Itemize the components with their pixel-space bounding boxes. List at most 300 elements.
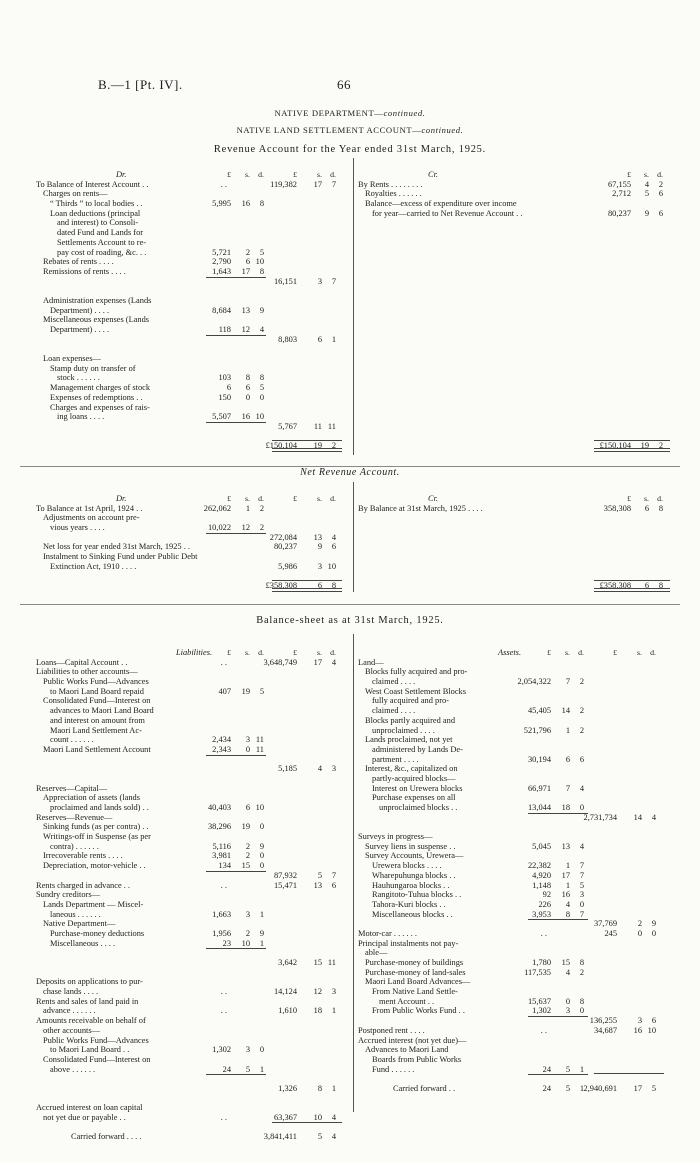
entry-row <box>36 774 348 784</box>
total-pounds: 3,642 <box>278 958 297 967</box>
entry-label: Blocks fully acquired and pro- <box>365 667 468 677</box>
currency-unit-label: s. <box>245 494 250 503</box>
total-pence: 6 <box>331 880 336 890</box>
currency-unit-label: £ <box>293 648 297 657</box>
spacer-row <box>358 325 668 335</box>
amount-pounds: 2,054,322 <box>517 677 551 687</box>
currency-unit-label: s. <box>245 648 250 657</box>
currency-unit-label: s. <box>317 648 322 657</box>
currency-unit-label: s. <box>245 170 250 179</box>
total-shillings: 8 <box>317 1083 322 1093</box>
amount-pounds: 2,790 <box>212 257 231 267</box>
entry-label: to Maori Land Board repaid <box>50 686 144 696</box>
amount-pounds: 5,507 <box>212 412 231 422</box>
entry-label: To Balance of Interest Account . . <box>36 179 149 189</box>
entry-label: Writings-off in Suspense (as per <box>43 832 151 842</box>
total-shillings: 13 <box>313 880 322 890</box>
amount-shillings: 2 <box>245 851 250 861</box>
amount-shillings: 3 <box>245 909 250 919</box>
total-pence: 6 <box>331 542 336 552</box>
currency-unit-label: d. <box>657 494 663 503</box>
entry-label: Appreciation of assets (lands <box>43 793 140 803</box>
amount-pence: 2 <box>259 503 264 513</box>
leader-dots: . . <box>220 880 227 890</box>
spacer-row <box>358 286 668 296</box>
amount-shillings: 8 <box>245 373 250 383</box>
total-shillings: 17 <box>633 1083 642 1093</box>
entry-row <box>36 228 348 238</box>
total-pence: 11 <box>327 958 336 967</box>
entry-row <box>36 354 348 364</box>
entry-row <box>36 1094 348 1104</box>
amount-pence: 1 <box>259 909 264 919</box>
total-pounds: 14,124 <box>273 987 297 997</box>
entry-label: unproclaimed . . . . <box>372 725 435 735</box>
revenue-account-title: Revenue Account for the Year ended 31st March, 1925. <box>213 144 487 155</box>
amount-pence: 1 <box>259 1064 264 1074</box>
total-shillings: 16 <box>633 1025 642 1035</box>
entry-label: and interest on amount from <box>50 715 145 725</box>
total-rule <box>594 580 670 581</box>
entry-label: Charges and expenses of rais- <box>50 402 150 412</box>
entry-label: Purchase expenses on all <box>372 793 456 803</box>
entry-label: claimed . . . . <box>372 706 416 716</box>
spacer-row <box>358 393 668 403</box>
amount-pence: 0 <box>579 899 584 909</box>
column-header-row <box>358 170 668 180</box>
entry-row <box>358 881 668 891</box>
amount-shillings: 6 <box>245 803 250 812</box>
total-pounds: 63,367 <box>273 1113 297 1122</box>
entry-row <box>358 189 668 199</box>
entry-row <box>36 667 348 677</box>
currency-unit-label: £ <box>627 494 631 503</box>
entry-row <box>36 504 348 514</box>
amount-pounds: 8,684 <box>212 305 231 315</box>
entry-label: partment . . . . <box>372 754 419 764</box>
entry-row <box>358 687 668 697</box>
total-shillings: 5 <box>317 870 322 880</box>
subtotal-rule <box>206 277 266 278</box>
currency-unit-label: d. <box>258 648 264 657</box>
amount-pence: 2 <box>259 523 264 533</box>
amount-pence: 9 <box>259 841 264 851</box>
entry-row <box>358 793 668 803</box>
entry-row <box>358 910 668 920</box>
entry-row <box>36 755 348 765</box>
total-pounds: 2,731,734 <box>583 812 617 822</box>
entry-row <box>358 209 668 219</box>
spacer-row <box>358 238 668 248</box>
amount-pounds: 4,920 <box>532 870 551 880</box>
amount-shillings: 1 <box>565 725 570 735</box>
entry-row <box>36 218 348 228</box>
currency-unit-label: d. <box>330 494 336 503</box>
entry-label: Rents and sales of land paid in <box>36 996 139 1006</box>
currency-unit-label: d. <box>657 170 663 179</box>
amount-pounds: 103 <box>218 373 231 383</box>
entry-row <box>36 286 348 296</box>
amount-pence: 0 <box>579 1006 584 1016</box>
amount-shillings: 15 <box>561 958 570 967</box>
amount-pence: 4 <box>579 841 584 851</box>
entry-row <box>36 552 348 562</box>
currency-unit-label: £ <box>227 648 231 657</box>
entry-row <box>36 677 348 687</box>
entry-label: Carried forward . . . . <box>71 1132 142 1142</box>
spacer-row <box>358 373 668 383</box>
entry-row <box>36 562 348 572</box>
entry-row <box>36 513 348 523</box>
currency-unit-label: d. <box>650 648 656 657</box>
amount-pence: 9 <box>259 928 264 938</box>
entry-label: Loan deductions (principal <box>50 208 141 218</box>
entry-label: Motor-car . . . . . . <box>358 928 417 938</box>
amount-shillings: 1 <box>565 880 570 890</box>
spacer-row <box>358 315 668 325</box>
entry-label: Royalties . . . . . . <box>365 189 422 199</box>
entry-label: Department) . . . . <box>50 305 110 315</box>
entry-row <box>36 735 348 745</box>
total-shillings: 3 <box>317 561 322 571</box>
entry-label: Stamp duty on transfer of <box>50 363 136 373</box>
entry-label: Consolidated Fund—Interest on <box>43 1054 151 1064</box>
side-label: Liabilities. <box>176 648 213 657</box>
liabilities-column <box>36 648 348 1142</box>
double-rule-row <box>358 451 668 461</box>
entry-row <box>36 929 348 939</box>
entry-label: Principal instalments not pay- <box>358 938 459 948</box>
amount-pence: 2 <box>579 967 584 977</box>
entry-label: Maori Land Settlement Ac- <box>50 725 142 735</box>
entry-row <box>36 939 348 949</box>
entry-row <box>36 871 348 881</box>
total-shillings: 17 <box>313 657 322 667</box>
entry-row <box>36 968 348 978</box>
subtotal-rule <box>206 1074 266 1075</box>
total-pounds: 245 <box>604 928 617 938</box>
currency-unit-label: £ <box>227 494 231 503</box>
amount-pounds: 150 <box>218 392 231 402</box>
total-shillings: 14 <box>633 812 642 822</box>
amount-shillings: 17 <box>241 266 250 276</box>
column-header-row <box>36 648 348 658</box>
spacer-row <box>358 542 668 552</box>
spacer-row <box>358 552 668 562</box>
entry-label: Extinction Act, 1910 . . . . <box>50 561 137 571</box>
amount-pence: 0 <box>259 851 264 861</box>
amount-pounds: 80,237 <box>607 208 631 218</box>
entry-label: for year—carried to Net Revenue Account . . <box>372 208 523 218</box>
amount-shillings: 5 <box>565 1064 570 1074</box>
entry-row <box>36 364 348 374</box>
amount-pence: 5 <box>259 686 264 696</box>
amount-pence: 6 <box>658 189 663 199</box>
currency-unit-label: £ <box>547 648 551 657</box>
entry-row <box>36 687 348 697</box>
total-pounds: 16,151 <box>273 276 297 286</box>
entry-row <box>36 987 348 997</box>
revenue-divider <box>353 158 354 455</box>
entry-label: Fund . . . . . . <box>372 1064 415 1074</box>
total-pence: 2 <box>331 441 336 451</box>
entry-label: to Maori Land Board . . <box>50 1045 130 1055</box>
spacer-row <box>358 412 668 422</box>
entry-label: Advances to Maori Land <box>365 1045 449 1055</box>
total-shillings: 17 <box>313 179 322 189</box>
entry-row <box>36 383 348 393</box>
entry-label: administered by Lands De- <box>372 744 463 754</box>
amount-pence: 7 <box>579 861 584 871</box>
amount-pounds: 1,302 <box>212 1045 231 1055</box>
subtotal-rule <box>528 1074 588 1075</box>
total-rule <box>594 1073 664 1074</box>
amount-pounds: 1,148 <box>532 880 551 890</box>
entry-row <box>36 813 348 823</box>
entry-row <box>358 1016 668 1026</box>
total-pounds: 34,687 <box>593 1025 617 1035</box>
total-shillings: 4 <box>317 764 322 774</box>
amount-pence: 0 <box>259 861 264 871</box>
currency-unit-label: s. <box>644 494 649 503</box>
entry-row <box>36 716 348 726</box>
leader-dots: . . <box>220 657 227 667</box>
total-pounds: 1,610 <box>278 1006 297 1016</box>
total-pence: 3 <box>331 987 336 997</box>
total-rule <box>272 580 342 581</box>
subtotal-rule <box>528 813 588 814</box>
amount-shillings: 8 <box>565 909 570 919</box>
amount-pence: 6 <box>579 754 584 764</box>
entry-label: Surveys in progress— <box>358 832 433 842</box>
amount-pounds: 24 <box>222 1064 231 1074</box>
entry-row <box>358 1006 668 1016</box>
entry-label: Native Department— <box>43 919 116 929</box>
amount-pounds: 1,780 <box>532 958 551 967</box>
entry-label: West Coast Settlement Blocks <box>365 686 466 696</box>
total-pence: 7 <box>331 179 336 189</box>
entry-label: Adjustments on account pre- <box>43 513 140 523</box>
amount-shillings: 6 <box>245 257 250 267</box>
total-pence: 7 <box>331 870 336 880</box>
amount-pence: 0 <box>259 1045 264 1055</box>
entry-label: From Public Works Fund . . <box>372 1006 465 1016</box>
net-revenue-title: Net Revenue Account. <box>300 467 400 478</box>
entry-row <box>358 997 668 1007</box>
total-shillings: 11 <box>313 421 322 431</box>
currency-unit-label: s. <box>637 648 642 657</box>
balance-sheet-title: Balance-sheet as at 31st March, 1925. <box>256 615 444 626</box>
total-pounds: 5,986 <box>278 561 297 571</box>
entry-row <box>36 451 348 461</box>
total-pounds: 119,382 <box>270 179 297 189</box>
amount-pence: 1 <box>579 1083 584 1093</box>
entry-row <box>358 755 668 765</box>
amount-shillings: 12 <box>241 523 250 533</box>
total-pounds: 87,932 <box>273 870 297 880</box>
spacer-row <box>358 228 668 238</box>
double-rule <box>594 448 670 452</box>
entry-label: Maori Land Settlement Account <box>43 744 151 754</box>
amount-shillings: 16 <box>561 890 570 900</box>
entry-row <box>36 422 348 432</box>
leader-dots: . . <box>540 1025 547 1035</box>
double-rule-row <box>358 591 668 601</box>
amount-shillings: 1 <box>245 503 250 513</box>
entry-label: and interest) to Consoli- <box>57 218 139 228</box>
entry-row <box>358 677 668 687</box>
entry-row <box>36 1065 348 1075</box>
amount-shillings: 19 <box>241 686 250 696</box>
total-pence: 4 <box>331 532 336 542</box>
entry-label: Miscellaneous expenses (Lands <box>43 315 150 325</box>
amount-pence: 8 <box>579 958 584 967</box>
entry-label: From Native Land Settle- <box>372 987 458 997</box>
amount-pounds: 3,981 <box>212 851 231 861</box>
entry-row <box>358 1026 668 1036</box>
total-shillings: 3 <box>637 1016 642 1026</box>
balance-divider <box>353 634 354 1112</box>
entry-label: Depreciation, motor-vehicle . . <box>43 861 146 871</box>
entry-row <box>358 890 668 900</box>
total-shillings: 15 <box>313 958 322 967</box>
total-pounds: 136,255 <box>589 1016 617 1026</box>
column-header-row <box>358 494 668 504</box>
entry-label: Wharepuhunga blocks . . <box>372 870 456 880</box>
currency-unit-label: d. <box>258 494 264 503</box>
total-shillings: 3 <box>317 276 322 286</box>
amount-pounds: 24 <box>542 1064 551 1074</box>
amount-shillings: 12 <box>241 325 250 334</box>
amount-shillings: 6 <box>644 503 649 513</box>
amount-shillings: 6 <box>565 754 570 764</box>
entry-label: contra) . . . . . . <box>50 841 99 851</box>
entry-label: Survey liens in suspense . . <box>365 841 456 851</box>
currency-unit-label: d. <box>258 170 264 179</box>
amount-pence: 1 <box>579 1064 584 1074</box>
total-pence: 10 <box>327 561 336 571</box>
spacer-row <box>358 306 668 316</box>
entry-label: Reserves—Capital— <box>36 783 108 793</box>
amount-pounds: 67,155 <box>607 179 631 189</box>
total-pounds: 5,767 <box>278 421 297 431</box>
leader-dots: . . <box>220 1006 227 1016</box>
entry-row <box>358 968 668 978</box>
amount-pounds: 13,044 <box>527 803 551 812</box>
assets-column <box>358 648 668 1094</box>
total-pence: 5 <box>651 1083 656 1093</box>
total-pence: 1 <box>331 1006 336 1016</box>
entry-row <box>358 900 668 910</box>
entry-row <box>358 987 668 997</box>
total-pence: 6 <box>651 1016 656 1026</box>
subtotal-rule <box>206 335 266 336</box>
amount-pence: 5 <box>259 383 264 393</box>
total-pence: 0 <box>651 928 656 938</box>
amount-pounds: 1,956 <box>212 928 231 938</box>
entry-label: Accrued interest on loan capital <box>36 1103 143 1113</box>
total-pounds: 37,769 <box>593 919 617 929</box>
entry-row <box>36 393 348 403</box>
entry-label: Sinking funds (as per contra) . . <box>43 822 149 832</box>
total-pence: 4 <box>331 657 336 667</box>
entry-row <box>358 822 668 832</box>
entry-row <box>358 774 668 784</box>
entry-row <box>358 929 668 939</box>
amount-pounds: 30,194 <box>527 754 551 764</box>
entry-row <box>36 910 348 920</box>
spacer-row <box>358 344 668 354</box>
entry-label: chase lands . . . . <box>43 987 99 997</box>
entry-label: Urewera blocks . . . . <box>372 861 442 871</box>
entry-label: Survey Accounts, Urewera— <box>365 851 464 861</box>
entry-label: stock . . . . . . <box>57 373 100 383</box>
amount-shillings: 7 <box>565 783 570 793</box>
currency-unit-label: d. <box>330 170 336 179</box>
leader-dots: . . <box>220 987 227 997</box>
entry-row <box>36 745 348 755</box>
total-shillings: 13 <box>313 532 322 542</box>
amount-shillings: 16 <box>241 412 250 422</box>
entry-row <box>36 764 348 774</box>
page-number: 66 <box>337 77 351 92</box>
total-rule <box>272 440 342 441</box>
entry-row <box>358 813 668 823</box>
entry-row <box>358 696 668 706</box>
total-rule <box>594 440 670 441</box>
currency-unit-label: £ <box>613 648 617 657</box>
amount-pounds: 521,796 <box>523 725 551 735</box>
entry-row <box>358 803 668 813</box>
entry-row <box>36 209 348 219</box>
entry-label: advances to Maori Land Board <box>50 706 154 716</box>
currency-unit-label: s. <box>644 170 649 179</box>
spacer-row <box>358 513 668 523</box>
entry-row <box>36 238 348 248</box>
entry-row <box>36 1132 348 1142</box>
amount-pence: 8 <box>658 503 663 513</box>
amount-pounds: 5,995 <box>212 199 231 209</box>
amount-pounds: 5,116 <box>212 841 231 851</box>
entry-row <box>358 784 668 794</box>
entry-row <box>36 919 348 929</box>
entry-row <box>36 861 348 871</box>
entry-label: Purchase-money of land-sales <box>365 967 466 977</box>
amount-shillings: 10 <box>241 938 250 948</box>
spacer-row <box>358 364 668 374</box>
total-pounds: 1,326 <box>278 1083 297 1093</box>
entry-row <box>36 1026 348 1036</box>
total-shillings: 9 <box>317 542 322 552</box>
amount-pounds: 5,045 <box>532 841 551 851</box>
entry-label: Purchase-money of buildings <box>365 958 464 967</box>
spacer-row <box>358 354 668 364</box>
entry-label: vious years . . . . <box>50 523 105 533</box>
entry-label: fully acquired and pro- <box>372 696 449 706</box>
entry-row <box>36 842 348 852</box>
entry-label: unproclaimed blocks . . <box>379 803 458 812</box>
total-pounds: £150,104 <box>599 441 631 451</box>
total-shillings: 5 <box>317 1132 322 1142</box>
entry-row <box>36 277 348 287</box>
amount-shillings: 2 <box>245 247 250 257</box>
entry-label: ment Account . . <box>379 996 435 1006</box>
amount-shillings: 2 <box>245 841 250 851</box>
amount-shillings: 4 <box>565 899 570 909</box>
spacer-row <box>358 533 668 543</box>
section-divider-line <box>20 604 680 605</box>
entry-row <box>36 726 348 736</box>
